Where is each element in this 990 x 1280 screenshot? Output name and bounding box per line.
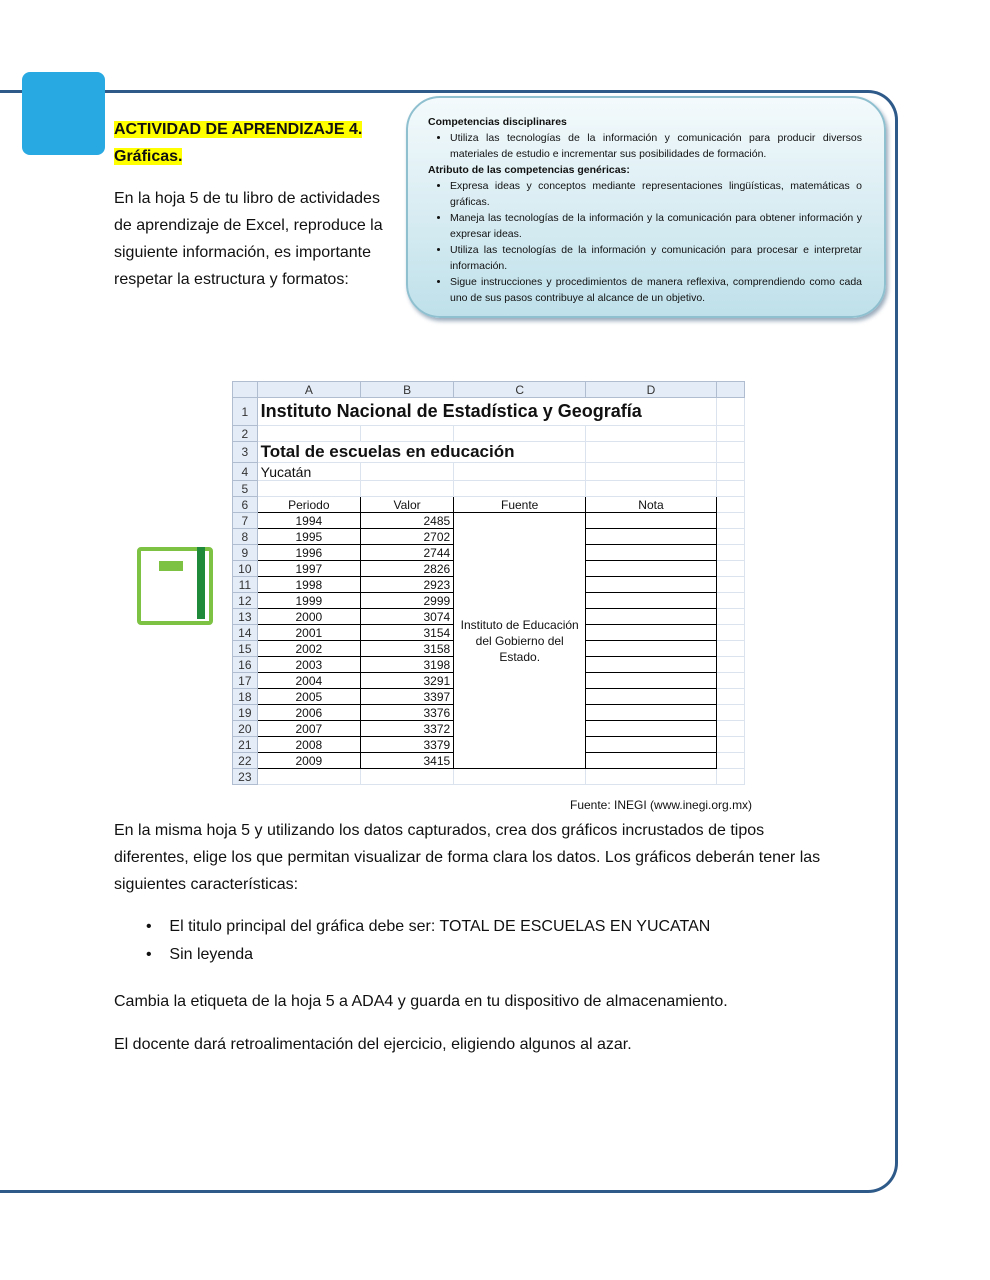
valor-cell: 3376 [361, 705, 454, 721]
title-line-1: ACTIVIDAD DE APRENDIZAJE 4. [114, 121, 363, 138]
valor-cell: 3397 [361, 689, 454, 705]
row-header: 17 [233, 673, 258, 689]
paragraph-2: Cambia la etiqueta de la hoja 5 a ADA4 y guarda en tu dispositivo de almacenamiento. [114, 993, 728, 1010]
row-header: 1 [233, 398, 258, 426]
nota-cell [586, 577, 717, 593]
bullet-text: Sin leyenda [169, 946, 254, 963]
competencia-item: • Utiliza las tecnologías de la información y comunicación para producir diversos materiales de estudio e incrementar sus posibilidades de formación. [450, 130, 862, 162]
valor-cell: 3158 [361, 641, 454, 657]
row-header: 18 [233, 689, 258, 705]
valor-cell: 3372 [361, 721, 454, 737]
sheet-title: Instituto Nacional de Estadística y Geografía [257, 398, 716, 426]
competencias-heading: Competencias disciplinares [428, 116, 567, 128]
bullet-text: El titulo principal del gráfica debe ser: TOTAL DE ESCUELAS EN YUCATAN [169, 918, 711, 935]
nota-cell [586, 545, 717, 561]
periodo-cell: 2001 [257, 625, 360, 641]
sheet-region: Yucatán [257, 463, 360, 481]
periodo-cell: 2008 [257, 737, 360, 753]
valor-cell: 2826 [361, 561, 454, 577]
row-header: 5 [233, 481, 258, 497]
bullet-2: • Sin leyenda [146, 946, 254, 963]
valor-cell: 2485 [361, 513, 454, 529]
valor-cell: 3379 [361, 737, 454, 753]
periodo-cell: 1997 [257, 561, 360, 577]
periodo-cell: 2006 [257, 705, 360, 721]
source-caption: Fuente: INEGI (www.inegi.org.mx) [570, 798, 753, 812]
periodo-cell: 2003 [257, 657, 360, 673]
bullet-1: • El titulo principal del gráfica debe ser: TOTAL DE ESCUELAS EN YUCATAN [146, 918, 711, 935]
row-header: 8 [233, 529, 258, 545]
row-header: 3 [233, 442, 258, 463]
column-header: A [257, 382, 360, 398]
column-header: B [361, 382, 454, 398]
periodo-cell: 2002 [257, 641, 360, 657]
row-header: 10 [233, 561, 258, 577]
intro-text: En la hoja 5 de tu libro de actividades de aprendizaje de Excel, reproduce la siguiente información, es importante respetar la estructura y formatos: [114, 190, 383, 288]
atributos-heading: Atributo de las competencias genéricas: [428, 164, 630, 176]
nota-cell [586, 705, 717, 721]
periodo-cell: 1996 [257, 545, 360, 561]
periodo-cell: 1999 [257, 593, 360, 609]
periodo-cell: 2000 [257, 609, 360, 625]
row-header: 4 [233, 463, 258, 481]
row-header: 7 [233, 513, 258, 529]
periodo-cell: 2007 [257, 721, 360, 737]
row-header: 22 [233, 753, 258, 769]
column-label: Fuente [454, 497, 586, 513]
valor-cell: 3415 [361, 753, 454, 769]
nota-cell [586, 689, 717, 705]
paragraph-1: En la misma hoja 5 y utilizando los datos capturados, crea dos gráficos incrustados de tipos diferentes, elige los que permitan visualizar de forma clara los datos. Los gráficos deberán tener las siguientes características: [114, 822, 821, 893]
row-header: 23 [233, 769, 258, 785]
nota-cell [586, 737, 717, 753]
nota-cell [586, 609, 717, 625]
valor-cell: 3074 [361, 609, 454, 625]
puzzle-logo-icon [22, 72, 105, 155]
atributo-item: • Expresa ideas y conceptos mediante representaciones lingüísticas, matemáticas o gráficas. [450, 178, 862, 210]
row-header: 9 [233, 545, 258, 561]
spreadsheet-image [232, 381, 745, 793]
nota-cell [586, 513, 717, 529]
periodo-cell: 2009 [257, 753, 360, 769]
column-label: Nota [586, 497, 717, 513]
nota-cell [586, 673, 717, 689]
valor-cell: 2999 [361, 593, 454, 609]
atributo-item: • Utiliza las tecnologías de la información y comunicación para procesar e interpretar información. [450, 242, 862, 274]
nota-cell [586, 529, 717, 545]
row-header: 19 [233, 705, 258, 721]
column-header [716, 382, 744, 398]
table-row [233, 513, 745, 529]
valor-cell: 2702 [361, 529, 454, 545]
row-header: 11 [233, 577, 258, 593]
column-header: D [586, 382, 717, 398]
column-label: Valor [361, 497, 454, 513]
row-header: 6 [233, 497, 258, 513]
nota-cell [586, 625, 717, 641]
paragraph-3: El docente dará retroalimentación del ejercicio, eligiendo algunos al azar. [114, 1036, 632, 1053]
valor-cell: 3154 [361, 625, 454, 641]
valor-cell: 2923 [361, 577, 454, 593]
row-header: 12 [233, 593, 258, 609]
cell [716, 398, 744, 426]
sheet-subtitle: Total de escuelas en educación [257, 442, 586, 463]
column-header: C [454, 382, 586, 398]
row-header: 2 [233, 426, 258, 442]
fuente-cell: Instituto de Educación del Gobierno del Estado. [454, 513, 586, 769]
corner-cell [233, 382, 258, 398]
valor-cell: 3291 [361, 673, 454, 689]
nota-cell [586, 641, 717, 657]
nota-cell [586, 753, 717, 769]
periodo-cell: 1995 [257, 529, 360, 545]
nota-cell [586, 561, 717, 577]
activity-title [114, 116, 362, 170]
competencias-box [406, 96, 886, 318]
row-header: 14 [233, 625, 258, 641]
row-header: 13 [233, 609, 258, 625]
competencias-list [428, 130, 862, 162]
nota-cell [586, 721, 717, 737]
notebook-icon [137, 547, 213, 625]
periodo-cell: 1994 [257, 513, 360, 529]
periodo-cell: 2005 [257, 689, 360, 705]
atributos-list [428, 178, 862, 306]
valor-cell: 3198 [361, 657, 454, 673]
row-header: 21 [233, 737, 258, 753]
atributo-item: • Sigue instrucciones y procedimientos de manera reflexiva, comprendiendo como cada uno de sus pasos contribuye al alcance de un objetivo. [450, 274, 862, 306]
periodo-cell: 2004 [257, 673, 360, 689]
periodo-cell: 1998 [257, 577, 360, 593]
spreadsheet-table [232, 381, 745, 785]
column-label: Periodo [257, 497, 360, 513]
title-line-2: Gráficas. [114, 148, 183, 165]
row-header: 20 [233, 721, 258, 737]
nota-cell [586, 657, 717, 673]
nota-cell [586, 593, 717, 609]
row-header: 15 [233, 641, 258, 657]
row-header: 16 [233, 657, 258, 673]
atributo-item: • Maneja las tecnologías de la información y la comunicación para obtener información y expresar ideas. [450, 210, 862, 242]
valor-cell: 2744 [361, 545, 454, 561]
